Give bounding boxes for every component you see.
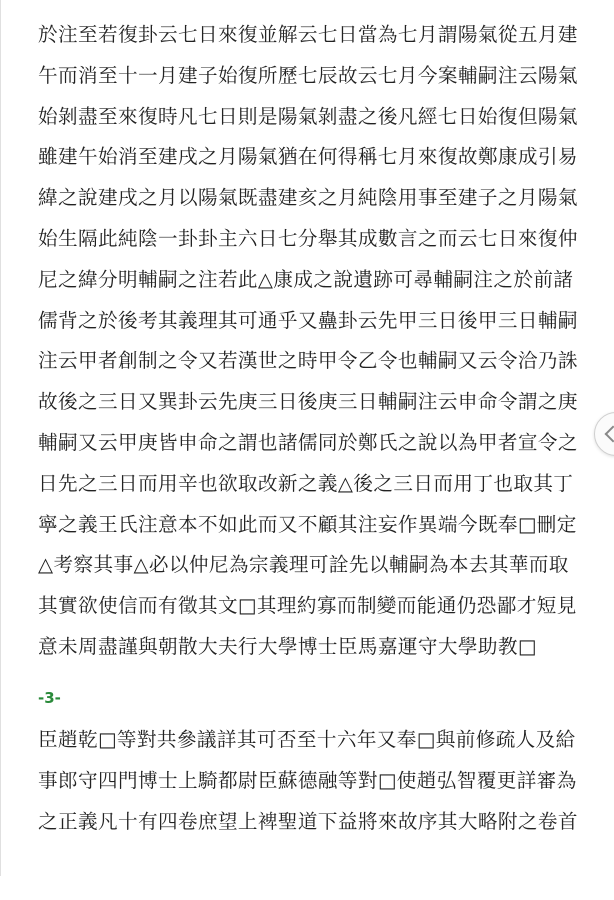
text-line: 儒背之於後考其義理其可通乎又蠱卦云先甲三日後甲三日輔嗣 [38,308,578,332]
text-line: 日先之三日而用辛也欲取改新之義△後之三日而用丁也取其丁 [38,471,574,495]
text-line: 輔嗣又云甲庚皆申命之謂也諸儒同於鄭氏之說以為甲者宣令之 [38,430,578,454]
text-line: △考察其事△必以仲尼為宗義理可詮先以輔嗣為本去其華而取 [38,553,569,577]
text-line: 雖建午始消至建戌之月陽氣猶在何得稱七月來復故鄭康成引易 [38,145,578,169]
text-line: 始生隔此純陰一卦卦主六日七分舉其成數言之而云七日來復仲 [38,226,578,250]
text-line: 午而消至十一月建子始復所歷七辰故云七月今案輔嗣注云陽氣 [38,63,578,87]
text-line: 事郎守四門博士上騎都尉臣蘇德融等對□使趙弘智覆更詳審為 [38,768,577,792]
text-line: 寧之義王氏注意本不如此而又不顧其注妄作異端今既奉□刪定 [38,512,577,536]
text-line: 於注至若復卦云七日來復並解云七日當為七月謂陽氣從五月建 [38,23,578,46]
text-line: 尼之緯分明輔嗣之注若此△康成之說遺跡可尋輔嗣注之於前諸 [38,267,574,291]
text-line: 意未周盡謹與朝散大夫行大學博士臣馬嘉運守大學助教□ [38,634,537,658]
page-number-marker: -3- [38,689,61,707]
paragraph-2 [38,720,578,842]
text-line: 臣趙乾□等對共參議詳其可否至十六年又奉□與前修疏人及給 [38,728,576,751]
text-line: 始剝盡至來復時凡七日則是陽氣剝盡之後凡經七日始復但陽氣 [38,104,578,128]
text-line: 其實欲使信而有徵其文□其理約寡而制變而能通仍恐鄙才短見 [38,594,577,618]
text-line: 之正義凡十有四卷庶望上裨聖道下益將來故序其大略附之卷首 [38,809,578,833]
chevron-left-icon [605,426,614,443]
paragraph-1 [38,15,578,668]
text-line: 緯之說建戌之月以陽氣既盡建亥之月純陰用事至建子之月陽氣 [38,186,578,210]
text-line: 注云甲者創制之令又若漢世之時甲令乙令也輔嗣又云令洽乃誅 [38,349,578,373]
text-line: 故後之三日又巽卦云先庚三日後庚三日輔嗣注云申命令謂之庚 [38,390,578,414]
